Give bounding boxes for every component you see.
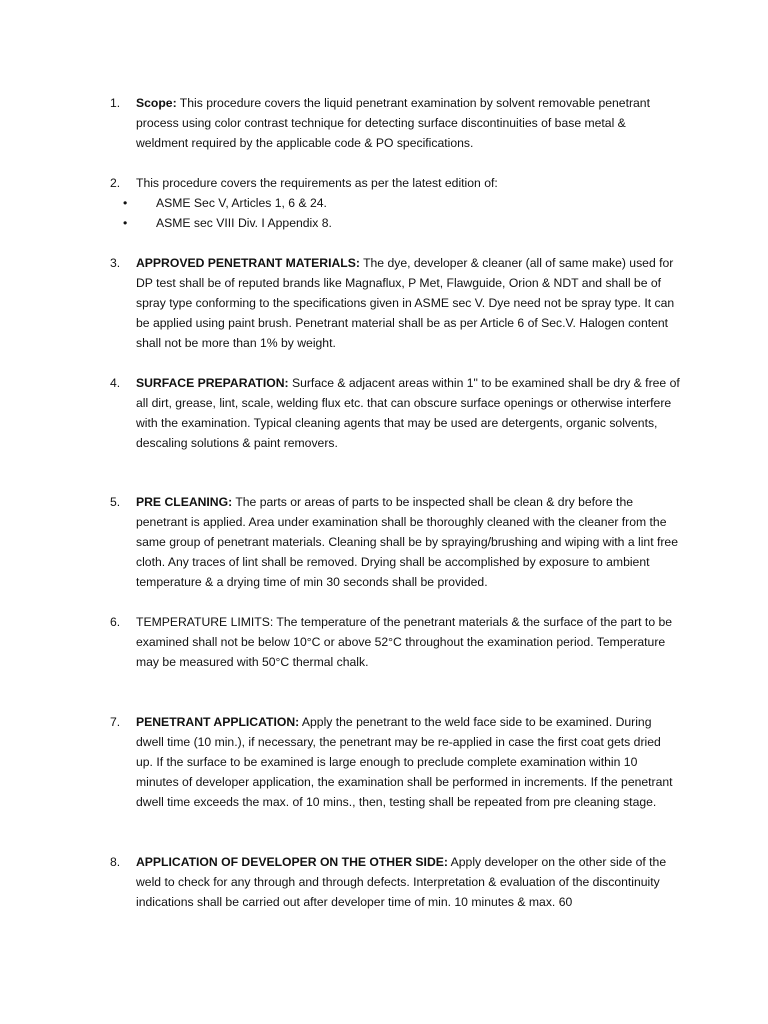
item-heading: APPLICATION OF DEVELOPER ON THE OTHER SIDE: (136, 855, 448, 869)
item-number: 2. (110, 176, 121, 190)
list-item (110, 852, 680, 912)
item-body (136, 852, 680, 912)
bullet-list (110, 193, 680, 233)
item-body (136, 253, 680, 353)
item-text: TEMPERATURE LIMITS: The temperature of the penetrant materials & the surface of the part to be examined shall not be below 10°C or above 52°C throughout the examination period. Temperature may be measured with 50°C thermal chalk. (136, 615, 673, 669)
item-text: This procedure covers the requirements as per the latest edition of: (136, 176, 498, 190)
item-number: 5. (110, 495, 121, 509)
list-item (110, 712, 680, 812)
bullet-item: • ASME sec VIII Div. I Appendix 8. (110, 213, 680, 233)
item-body (136, 612, 680, 672)
item-text: Surface & adjacent areas within 1" to be examined shall be dry & free of all dirt, grease, lint, scale, welding flux etc. that can obscure surface openings or otherwise interfere with the examination. Typical cleaning agents that may be used are detergents, organic solvents, descaling solutions & paint removers. (136, 376, 680, 450)
list-item (110, 173, 680, 233)
item-heading: PRE CLEANING: (136, 495, 233, 509)
item-body (136, 173, 680, 193)
list-item (110, 93, 680, 153)
item-body (136, 492, 680, 592)
bullet-item: • ASME Sec V, Articles 1, 6 & 24. (110, 193, 680, 213)
item-heading: APPROVED PENETRANT MATERIALS: (136, 256, 360, 270)
item-number: 1. (110, 96, 121, 110)
item-text: Apply the penetrant to the weld face side to be examined. During dwell time (10 min.), if necessary, the penetrant may be re-applied in case the first coat gets dried up. If the surface to be examined is large enough to preclude complete examination within 10 minutes of developer application, the examination shall be performed in increments. If the penetrant dwell time exceeds the max. of 10 mins., then, testing shall be repeated from pre cleaning stage. (136, 715, 673, 809)
list-item (110, 612, 680, 672)
item-number: 3. (110, 256, 121, 270)
item-number: 8. (110, 855, 121, 869)
item-heading: SURFACE PREPARATION: (136, 376, 289, 390)
item-body (136, 93, 680, 153)
item-body (136, 373, 680, 453)
list-item (110, 373, 680, 453)
list-item (110, 492, 680, 592)
item-number: 7. (110, 715, 121, 729)
item-text: This procedure covers the liquid penetrant examination by solvent removable penetrant process using color contrast technique for detecting surface discontinuities of base metal & weldment required by the applicable code & PO specifications. (136, 96, 650, 150)
item-number: 4. (110, 376, 121, 390)
item-heading: PENETRANT APPLICATION: (136, 715, 300, 729)
item-number: 6. (110, 615, 121, 629)
list-item (110, 253, 680, 353)
item-text: Apply developer on the other side of the weld to check for any through and through defects. Interpretation & evaluation of the discontinuity indications shall be carried out after developer time of min. 10 minutes & max. 60 (136, 855, 667, 909)
item-text: The parts or areas of parts to be inspected shall be clean & dry before the penetrant is applied. Area under examination shall be thoroughly cleaned with the cleaner from the same group of penetrant materials. Cleaning shall be by spraying/brushing and wiping with a lint free cloth. Any traces of lint shall be removed. Drying shall be accomplished by exposure to ambient temperature & a drying time of min 30 seconds shall be provided. (136, 495, 678, 589)
item-body (136, 712, 680, 812)
item-heading: Scope: (136, 96, 177, 110)
item-text: The dye, developer & cleaner (all of same make) used for DP test shall be of reputed brands like Magnaflux, P Met, Flawguide, Orion & NDT and shall be of spray type conforming to the specifications given in ASME sec V. Dye need not be spray type. It can be applied using paint brush. Penetrant material shall be as per Article 6 of Sec.V. Halogen content shall not be more than 1% by weight. (136, 256, 675, 350)
